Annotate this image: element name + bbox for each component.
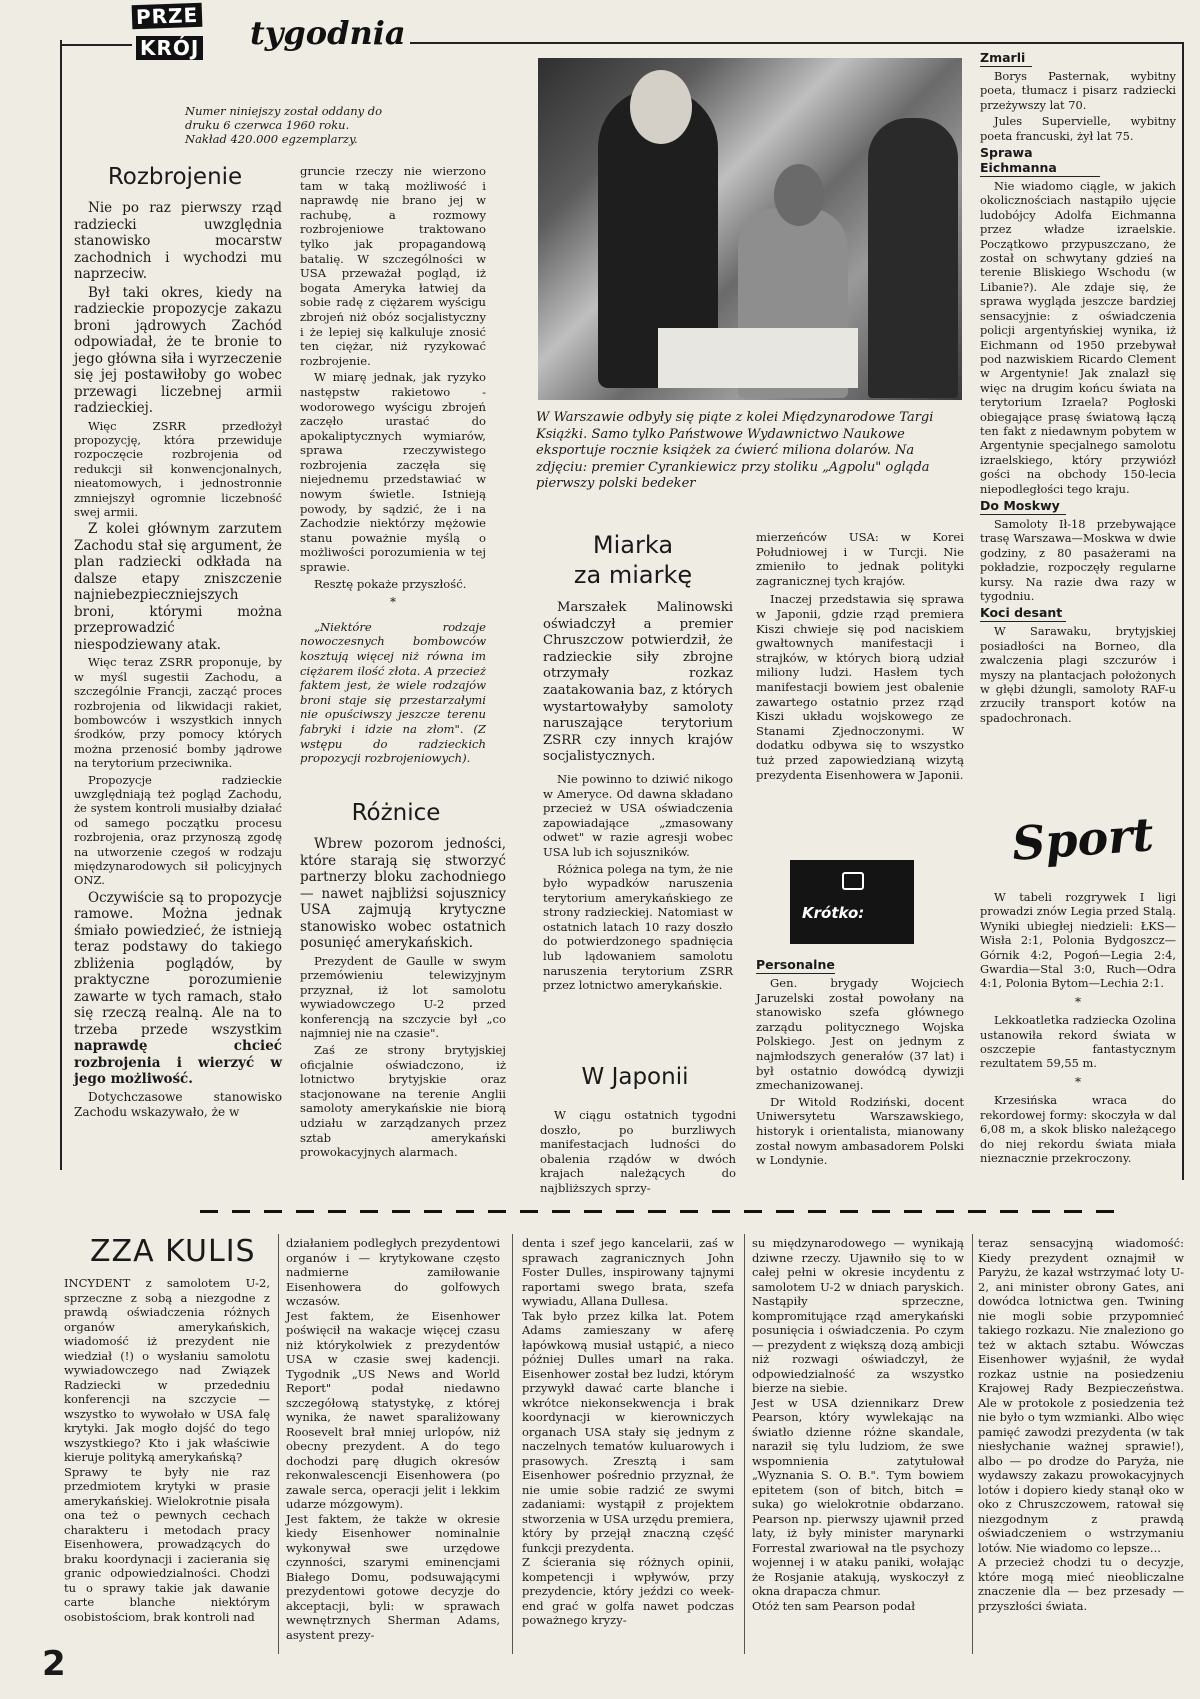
personalne-p1: Gen. brygady Wojciech Jaruzelski został powołany na stanowisko szefa głównego zarządu politycznego Wojska Polskiego. Jest on jednym z najmłodszych generałów (37 lat) i był ostatnio dowódcą dywizji zmechanizowanej.	[756, 976, 964, 1093]
rozbrojenie2-p1: gruncie rzeczy nie wierzono tam w taką możliwość i naprawdę nie brano jej w rachubę, a rozmowy rozbrojeniowe traktowano tylko jak propagandową batalię. W szczególności w USA przeważał pogląd, iż bogata Ameryka łatwiej da sobie radę z ciężarem wyścigu zbrojeń niż obóz socjalistyczny i że lepiej się kalkuluje znosić ten ciężar, niż ryzykować rozbrojenie.	[300, 164, 486, 368]
rozbrojenie-title: Rozbrojenie	[107, 164, 243, 190]
sport-body	[980, 890, 1176, 1167]
rozbrojenie-p7-text: Oczywiście są to propozycje ramowe. Można jednak śmiało powiedzieć, że istnieją teraz podstawy do takiego zbliżenia poglądów, by praktyczne porozumienie zawarte w tych ramach, stało się rzeczą realną. Ale na to trzeba przede wszystkim	[74, 889, 282, 1038]
eichmann-body	[980, 179, 1176, 496]
zza-kulis-c1	[64, 1276, 270, 1626]
japonii-title: W Japonii	[581, 1064, 689, 1090]
roznice-col	[300, 836, 506, 1162]
frame-right-line	[1182, 42, 1184, 1180]
krotko-box	[790, 860, 914, 944]
moskwy-title: Do Moskwy	[980, 498, 1066, 515]
photo-figure-right-head	[774, 164, 824, 226]
rule-3	[744, 1234, 745, 1654]
page-number: 2	[42, 1644, 66, 1684]
logo-bottom: KRÓJ	[136, 36, 203, 60]
roznice-p1: Wbrew pozorom jedności, które starają się stworzyć partnerzy bloku zachodniego — nawet najbliżsi sojusznicy USA zajmują krytyczne stanowisko wobec ostatnich posunięć amerykańskich.	[300, 836, 506, 951]
photo-figure-far	[868, 118, 958, 398]
right-column	[980, 48, 1176, 727]
miarka-col2	[756, 530, 964, 784]
zza-kulis-c3-text: denta i szef jego kancelarii, zaś w sprawach zagranicznych John Foster Dulles, inspirowany tajnymi raportami swego brata, szefa wywiadu, Allana Dullesa. Tak było przez kilka lat. Potem Adams zamieszany w aferę łapówkową musiał ustąpić, a nieco później Dulles umarł na raka. Eisenhower został bez ludzi, którym przywykł dawać carte blanche i wkrótce niekonsekwencja i brak koordynacji w kierowniczych organach USA stały się jednym z naczelnych tematów kuluarowych i prasowych. Zresztą i sam Eisenhower pośrednio przyznał, że nie umie sobie radzić ze swymi zadaniami: wystąpił z projektem stworzenia w USA urzędu premiera, który by przejął znaczną część funkcji prezydenta. Z ścierania się różnych opinii, kompetencji i wpływów, przy prezydencie, który jeździ co week-end grać w golfa nawet podczas poważnego kryzy-	[522, 1236, 734, 1627]
zza-kulis-c4	[752, 1236, 964, 1615]
miarka-title-2: za miarkę	[573, 561, 693, 589]
edition-note: Numer niniejszy został oddany do druku 6 czerwca 1960 roku. Nakład 420.000 egzemplarzy.	[185, 104, 383, 146]
sport-p1: W tabeli rozgrywek I ligi prowadzi znów Legia przed Stalą. Wyniki ubiegłej niedzieli: ŁKS—Wisła 2:1, Polonia Bydgoszcz—Górnik 4:2, Pogoń—Legia 2:4, Gwardia—Stal 3:0, Ruch—Odra 4:1, Polonia Bytom—Lechia 2:1.	[980, 890, 1176, 991]
zza-kulis-c3	[522, 1236, 734, 1630]
rozbrojenie-p1: Nie po raz pierwszy rząd radziecki uwzględnia stanowisko mocarstw zachodnich i wychodzi mu naprzeciw.	[74, 200, 282, 282]
japonii-p1: W ciągu ostatnich tygodni doszło, po burzliwych manifestacjach ludności do obalenia rządów w dwóch krajach należących do najbliższych sprzy-	[540, 1108, 736, 1195]
rozbrojenie-p2: Był taki okres, kiedy na radzieckie propozycje zakazu broni jądrowych Zachód odpowiadał, że te bronie to jego główna siła i wyrzeczenie się jej postawiłoby go wobec przewagi liczebnej armii radzieckiej.	[74, 284, 282, 416]
masthead-word: tygodnia	[250, 14, 406, 52]
personalne-title: Personalne	[756, 957, 835, 972]
zmarli-body	[980, 69, 1176, 143]
rozbrojenie-p6: Propozycje radzieckie uwzględniają też pogląd Zachodu, że system kontroli musiałby działać od samego początku procesu rozbrojenia, oraz przynoszą zgodę na utworzenie czegoś w rodzaju międzynarodowych sił policyjnych ONZ.	[74, 772, 282, 888]
rozbrojenie-p3: Więc ZSRR przedłożył propozycję, która przewiduje rozpoczęcie rozbrojenia od redukcji sił konwencjonalnych, nieatomowych, i jednostronnie zmniejszył ogromnie liczebność swej armii.	[74, 418, 282, 519]
rozbrojenie-p7	[74, 890, 282, 1088]
sport-logo: Sport	[1010, 807, 1156, 871]
zmarli-title: Zmarli	[980, 50, 1032, 67]
photo-figure-head	[630, 70, 692, 144]
koci-body	[980, 624, 1176, 725]
sport-star-2: *	[1075, 1074, 1081, 1089]
zmarli-p2: Jules Supervielle, wybitny poeta francuski, żył lat 75.	[980, 114, 1176, 143]
sport-p2: Lekkoatletka radziecka Ozolina ustanowiła rekord świata w oszczepie fantastycznym rezultatem 59,55 m.	[980, 1013, 1176, 1071]
zmarli-p1: Borys Pasternak, wybitny poeta, tłumacz i pisarz radziecki przeżywszy lat 70.	[980, 69, 1176, 112]
rozbrojenie-star: *	[390, 595, 396, 610]
zza-kulis-c5-text: teraz sensacyjną wiadomość: Kiedy prezydent oznajmił w Paryżu, że kazał wstrzymać loty U-2, ani minister obrony Gates, ani dowódca lotnictwa gen. Twining nie mogli sobie przypomnieć takiego rozkazu. Nie znaleziono go też w aktach sztabu. Wówczas Eisenhower wyjaśnił, że wydał rozkaz ustnie na posiedzeniu Krajowej Rady Bezpieczeństwa. Ale w protokole z posiedzenia też nie było o tym wzmianki. Albo więc pamięć zawodzi prezydenta (w tak niesłychanie ważnej sprawie!), albo — po drodze do Paryża, nie wydawszy zakazu prowokacyjnych lotów i dopiero kiedy stanął oko w oko z Chruszczowem, ratował się niezgodnym z prawdą oświadczeniem o wstrzymaniu lotów. Nie wiadomo co lepsze... A przecież chodzi tu o decyzje, które mogą mieć nieobliczalne znaczenie dla — bez przesady — przyszłości świata.	[978, 1236, 1184, 1613]
photo-book-fair	[538, 58, 962, 400]
logo-top: PRZE	[132, 3, 203, 29]
dashed-divider	[200, 1198, 1160, 1202]
sport-p3: Krzesińska wraca do rekordowej formy: skoczyła w dal 6,08 m, a skok blisko należącego do niej rekordu świata miała nieznacznie przekroczony.	[980, 1093, 1176, 1165]
miarka-title	[548, 530, 718, 590]
moskwy-p1: Samoloty Ił-18 przebywające trasę Warszawa—Moskwa w dwie godziny, z 80 pasażerami na pokładzie, rozpoczęły regularne kursy. Na razie dwa razy w tygodniu.	[980, 516, 1176, 603]
personalne-body	[756, 976, 964, 1168]
japonii-col	[540, 1108, 736, 1198]
miarka-col1	[543, 600, 733, 995]
personalne-section	[756, 954, 964, 1170]
roznice-p2: Prezydent de Gaulle w swym przemówieniu telewizyjnym przyznał, iż lot samolotu wywiadowczego U-2 przed konferencją na szczycie był „co najmniej nie na czasie".	[300, 953, 506, 1041]
rozbrojenie-quote: „Niektóre rodzaje nowoczesnych bombowców kosztują więcej niż równa im ciężarem ilość złota. A przecież faktem jest, że wiele rodzajów broni staje się przestarzałymi nie opuściwszy jeszcze terenu fabryki i idzie na złom". (Z wstępu do radzieckich propozycji rozbrojeniowych).	[300, 619, 486, 766]
rozbrojenie-p8: Dotychczasowe stanowisko Zachodu wskazywało, że w	[74, 1089, 282, 1120]
rozbrojenie-p5: Więc teraz ZSRR proponuje, by w myśl sugestii Zachodu, a szczególnie Francji, zacząć proces rozbrojenia od likwidacji rakiet, bombowców i wszystkich innych środków, przy pomocy których można przenosić bomby jądrowe na terytorium przeciwnika.	[74, 655, 282, 771]
rule-1	[278, 1234, 279, 1654]
roznice-p3: Zaś ze strony brytyjskiej oficjalnie oświadczono, iż lotnictwo brytyjskie oraz stacjonowane na terenie Anglii samoloty amerykańskie nie biorą udziału w zarządzanych przez sztab amerykański prowokacyjnych alarmach.	[300, 1043, 506, 1160]
moskwy-body	[980, 517, 1176, 603]
miarka2-p1: mierzeńców USA: w Korei Południowej i w Turcji. Nie zmieniło to jednak polityki zagranicznej tych krajów.	[756, 530, 964, 588]
rozbrojenie-col2	[300, 164, 486, 768]
zza-kulis-c1-text: INCYDENT z samolotem U-2, sprzeczne z sobą a niezgodne z prawdą oświadczenia różnych organów amerykańskich, wiadomość iż prezydent nie wiedział (!) o wysłaniu samolotu wywiadowczego nad Związek Radziecki w przededniu konferencji na szczycie — wszystko to wywołało w USA falę krytyki. Jak mogło dojść do tego wszystkiego? Kto i jak właściwie kieruje polityką amerykańską? Sprawy te były nie raz przedmiotem krytyki w prasie amerykańskiej. Wielokrotnie pisała ona też o pewnych cechach charakteru i metodach pracy Eisenhowera, prowadzących do braku koordynacji i zacierania się granic odpowiedzialności. Chodzi tu o sprawy takie jak dawanie carte blanche niektórym osobistościom, brak kontroli nad	[64, 1276, 270, 1624]
rozbrojenie2-p3: Resztę pokaże przyszłość.	[314, 576, 467, 591]
photo-table	[658, 328, 858, 388]
miarka-title-1: Miarka	[592, 531, 674, 559]
zza-kulis-c4-text: su międzynarodowego — wynikają dziwne rzeczy. Ujawniło się to w całej pełni w okresie incydentu z samolotem U-2 w dniach paryskich. Nastąpiły sprzeczne, kompromitujące rząd amerykański posunięcia i oświadczenia. Po czym — prezydent z większą dozą ambicji niż rozwagi oświadczył, że odpowiedzialność za wszystko bierze na siebie. Jest w USA dziennikarz Drew Pearson, który wywlekając na światło dzienne różne skandale, naraził się tylu ludziom, że swe wspomnienia zatytułował „Wyznania S. O. B.". Tym bowiem epitetem (son of bitch, bitch = suka) go wielokrotnie obdarzano. Pearson np. pierwszy ujawnił przed laty, iż były minister marynarki Forrestal zwariował na tle psychozy wojennej i w ataku paniki, wołając że Rosjanie atakują, wyskoczył z okna drapacza chmur. Otóż ten sam Pearson podał	[752, 1236, 964, 1613]
eichmann-title: Sprawa Eichmanna	[980, 145, 1100, 177]
koci-title: Koci desant	[980, 605, 1066, 622]
rozbrojenie-p4: Z kolei głównym zarzutem Zachodu stał się argument, że plan radziecki odkłada na dalsze etapy zniszczenie najniebezpieczniejszych broni, którymi można przeprowadzić niespodziewany atak.	[74, 521, 282, 653]
personalne-p2: Dr Witold Rodziński, docent Uniwersytetu Warszawskiego, historyk i orientalista, mianowany został nowym ambasadorem Polski w Londynie.	[756, 1094, 964, 1168]
roznice-title: Różnice	[351, 800, 441, 826]
rule-4	[972, 1234, 973, 1654]
sport-star-1: *	[1075, 994, 1081, 1009]
photo-caption: W Warszawie odbyły się piąte z kolei Międzynarodowe Targi Książki. Samo tylko Państwowe Wydawnictwo Naukowe eksportuje rocznie książek za ćwierć miliona dolarów. Na zdjęciu: premier Cyrankiewicz przy stoliku „Agpolu" ogląda pierwszy polski bedeker	[536, 410, 934, 491]
rule-2	[512, 1234, 513, 1654]
zza-kulis-title: ZZA KULIS	[90, 1234, 256, 1269]
krotko-label: Krótko:	[802, 904, 865, 922]
masthead-logo	[132, 4, 203, 60]
rozbrojenie2-p2: W miarę jednak, jak ryzyko następstw rakietowo - wodorowego wyścigu zbrojeń zaczęło urastać do apokaliptycznych wymiarów, sprawa rzeczywistego rozbrojenia zaczęła się niejednemu przedstawiać w nowym świetle. Istnieją powody, by sądzić, że i na Zachodzie niektórzy mężowie stanu poważnie myślą o możliwości porozumienia w tej sprawie.	[300, 370, 486, 575]
zza-kulis-c2	[286, 1236, 500, 1644]
zza-kulis-c5	[978, 1236, 1184, 1615]
miarka2-p2: Inaczej przedstawia się sprawa w Japonii, gdzie rząd premiera Kiszi chwieje się pod naciskiem gwałtownych manifestacji i strajków, w których biorą udział miliony ludzi. Hasłem tych manifestacji bowiem jest obalenie zawartego ostatnio przez rząd Kiszi układu wojskowego ze Stanami Zjednoczonymi. W dodatku odbywa się to wszystko tuż przed zapowiedzianą wizytą prezydenta Eisenhowera w Japonii.	[756, 592, 964, 782]
miarka-p2: Nie powinno to dziwić nikogo w Ameryce. Od dawna składano przecież w USA oświadczenia zapowiadające „zmasowany odwet" w razie agresji wobec USA lub ich sojuszników.	[543, 771, 733, 859]
zza-kulis-c2-text: działaniem podległych prezydentowi organów i — krytykowane często nadmierne zamiłowanie Eisenhowera do golfowych wczasów. Jest faktem, że Eisenhower poświęcił na wakacje więcej czasu niż którykolwiek z prezydentów USA w czasie swej kadencji. Tygodnik „US News and World Report" podał niedawno szczegółową statystykę, z której wynika, że nawet sparaliżowany Roosevelt brał mniej urlopów, niż obecny prezydent. A do tego dochodzi parę długich okresów rekonwalescencji Eisenhowera (po zawale serca, operacji jelit i lekkim udarze mózgowym). Jest faktem, że także w okresie kiedy Eisenhower nominalnie wykonywał swe urzędowe czynności, szarymi eminencjami Białego Domu, podsuwającymi prezydentowi gotowe decyzje do akceptacji, byli: w sprawach wewnętrznych Sherman Adams, asystent prezy-	[286, 1236, 500, 1642]
frame-left-top	[60, 44, 132, 46]
koci-p1: W Sarawaku, brytyjskiej posiadłości na Borneo, dla zwalczenia plagi szczurów i myszy na plantacjach położonych w głębi dżungli, samoloty RAF-u zrzuciły transport kotów na spadochronach.	[980, 624, 1176, 725]
rozbrojenie-col1	[74, 200, 282, 1122]
frame-top-line	[410, 42, 1184, 44]
krotko-icon	[842, 872, 864, 890]
miarka-p3: Różnica polega na tym, że nie było wypadków naruszenia terytorium amerykańskiego ze strony radzieckiej. Natomiast w ostatnich latach 10 razy doszło do potwierdzonego spadnięcia lub lądowaniem samolotu naruszenia terytorium ZSRR przez lotnictwo amerykańskie.	[543, 861, 733, 993]
rozbrojenie-p7-bold: naprawdę chcieć rozbrojenia i wierzyć w jego możliwość.	[74, 1038, 282, 1088]
eichmann-p1: Nie wiadomo ciągle, w jakich okolicznościach nastąpiło ujęcie ludobójcy Adolfa Eichmanna przez władze izraelskie. Początkowo przypuszczano, że został on schwytany gdzieś na terenie Bliskiego Wschodu (w Libanie?). Ale zdaje się, że sprawa wygląda jeszcze bardziej sensacyjnie: z oświadczenia policji argentyńskiej wynika, iż Eichmann od 1950 przebywał pod nazwiskiem Ricardo Clement w Argentynie! Jak znalazł się więc na drugim końcu świata na terytorium Izraela? Pogłoski obiegające prasę światową łączą ten fakt z niedawnym pobytem w Argentynie specjalnego samolotu izraelskiego, który przywiózł gości na obchody 150-lecia niepodległości tego kraju.	[980, 179, 1176, 496]
miarka-p1: Marszałek Malinowski oświadczył a premier Chruszczow potwierdził, że radzieckie siły zbrojne otrzymały rozkaz zaatakowania baz, z których wystartowałyby samoloty naruszające terytorium ZSRR czy innych krajów socjalistycznych.	[543, 600, 733, 765]
frame-left-line	[60, 40, 62, 1170]
